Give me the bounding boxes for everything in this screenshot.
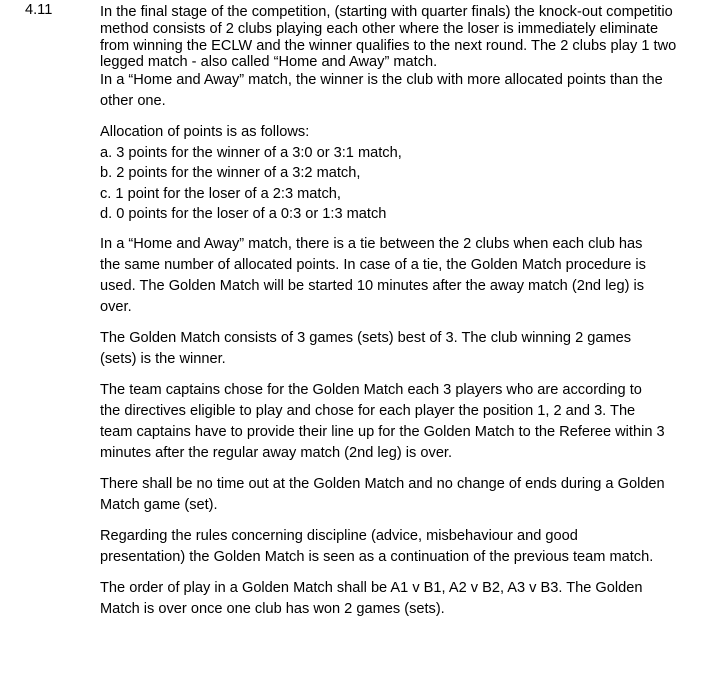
- tie-line: over.: [100, 298, 132, 315]
- intro-line: In the final stage of the competition, (starting with quarter finals) the knock-out competitio: [100, 4, 673, 20]
- winner-line: In a “Home and Away” match, the winner is the club with more allocated points than the: [100, 72, 663, 89]
- intro-line: method consists of 2 clubs playing each other where the loser is immediately eliminate: [100, 20, 659, 37]
- golden-match-paragraph: [100, 328, 711, 370]
- timeout-paragraph: [100, 474, 711, 516]
- allocation-item: b. 2 points for the winner of a 3:2 match,: [100, 165, 361, 182]
- captains-paragraph: [100, 380, 711, 464]
- clause-number: 4.11: [25, 2, 53, 18]
- tie-line: used. The Golden Match will be started 10 minutes after the away match (2nd leg) is: [100, 277, 645, 294]
- clause-body: [100, 4, 711, 620]
- order-paragraph: [100, 578, 711, 620]
- discipline-line: Regarding the rules concerning discipline (advice, misbehaviour and good: [100, 527, 578, 544]
- captains-line: the directives eligible to play and chose for each player the position 1, 2 and 3. The: [100, 402, 636, 419]
- discipline-paragraph: [100, 526, 711, 568]
- captains-line: team captains have to provide their line up for the Golden Match to the Referee within 3: [100, 423, 665, 440]
- intro-paragraph: [100, 4, 711, 71]
- allocation-item: a. 3 points for the winner of a 3:0 or 3:1 match,: [100, 144, 402, 161]
- order-line: The order of play in a Golden Match shall be A1 v B1, A2 v B2, A3 v B3. The Golden: [100, 579, 643, 596]
- golden-match-line: The Golden Match consists of 3 games (sets) best of 3. The club winning 2 games: [100, 329, 632, 346]
- intro-line: from winning the ECLW and the winner qualifies to the next round. The 2 clubs play 1 two: [100, 37, 677, 54]
- intro-line: legged match - also called “Home and Away” match.: [100, 54, 438, 71]
- tie-line: In a “Home and Away” match, there is a tie between the 2 clubs when each club has: [100, 235, 643, 252]
- discipline-line: presentation) the Golden Match is seen as a continuation of the previous team match.: [100, 548, 654, 565]
- winner-line: other one.: [100, 93, 166, 110]
- golden-match-line: (sets) is the winner.: [100, 350, 226, 367]
- allocation-heading: Allocation of points is as follows:: [100, 124, 310, 141]
- order-line: Match is over once one club has won 2 games (sets).: [100, 600, 445, 617]
- allocation-item: c. 1 point for the loser of a 2:3 match,: [100, 185, 341, 202]
- allocation-block: [100, 122, 711, 225]
- timeout-line: Match game (set).: [100, 496, 218, 513]
- captains-line: The team captains chose for the Golden Match each 3 players who are according to: [100, 381, 642, 398]
- allocation-item: d. 0 points for the loser of a 0:3 or 1:3 match: [100, 206, 387, 223]
- captains-line: minutes after the regular away match (2nd leg) is over.: [100, 444, 453, 461]
- timeout-line: There shall be no time out at the Golden Match and no change of ends during a Golden: [100, 475, 665, 492]
- tie-line: the same number of allocated points. In case of a tie, the Golden Match procedure is: [100, 256, 646, 273]
- winner-paragraph: [100, 70, 711, 112]
- tie-paragraph: [100, 234, 711, 318]
